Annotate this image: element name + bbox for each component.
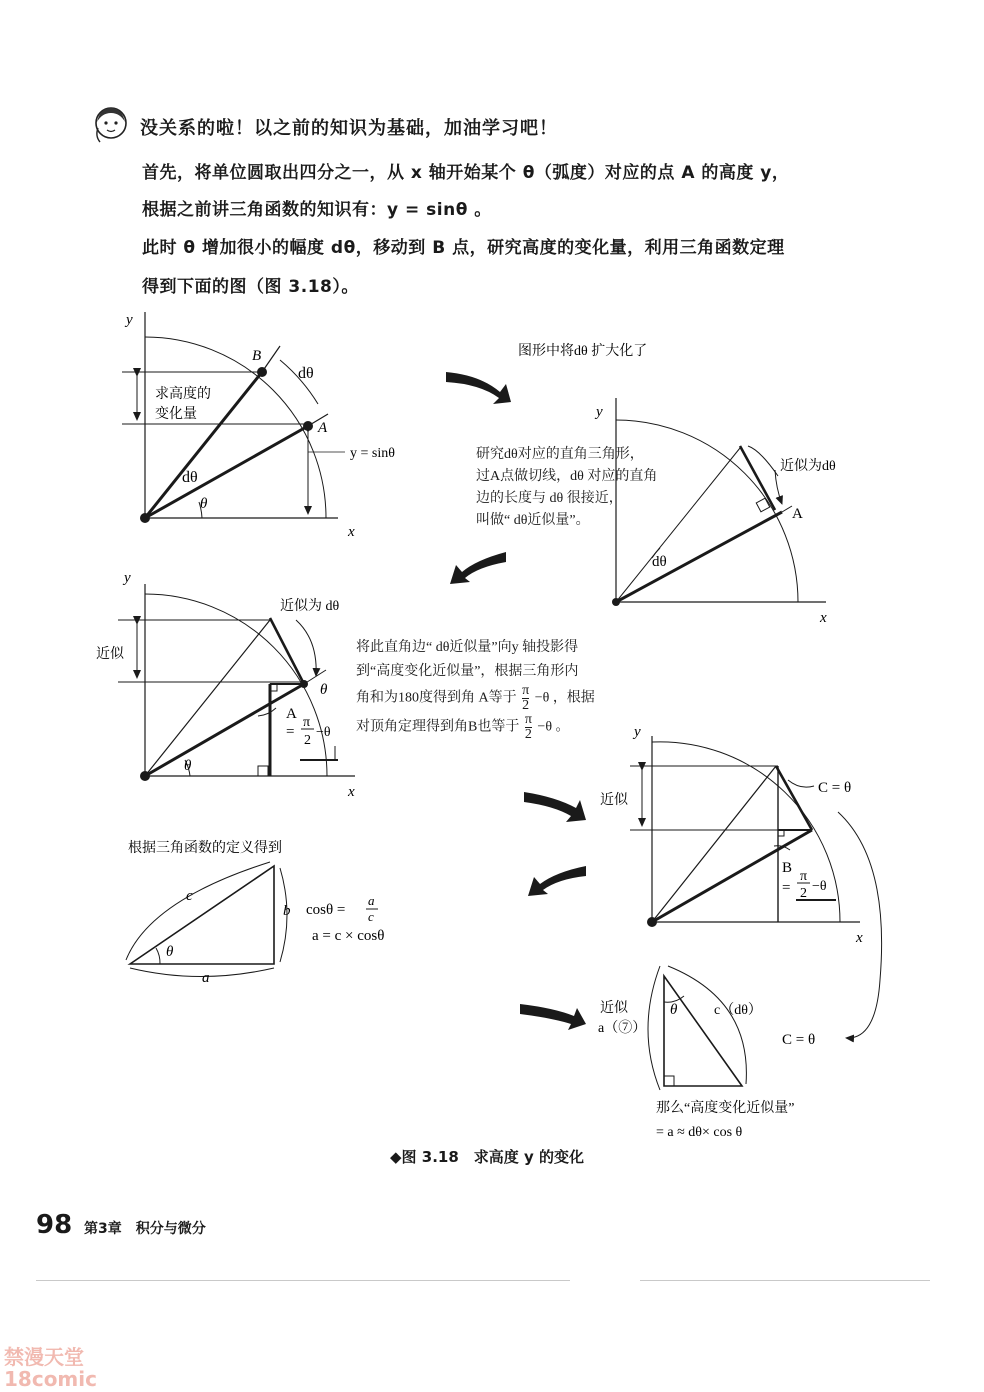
fig5-c-label: c — [186, 888, 193, 904]
fig5-b-label: b — [283, 903, 291, 919]
fig2-note-line: 叫做“ dθ近似量”。 — [476, 513, 590, 528]
fig4-near-label: 近似 — [600, 793, 628, 808]
fig2-y-label: y — [596, 404, 603, 420]
fig6-small-triangle — [648, 966, 746, 1090]
fig1-point-b — [257, 367, 267, 377]
fig2-note-line: 研究dθ对应的直角三角形， — [476, 447, 644, 462]
fig2-title: 图形中将dθ 扩大化了 — [518, 344, 648, 359]
fig3-pi: π — [303, 715, 311, 730]
footer-rule-right — [640, 1280, 930, 1281]
fig6-theta-label: θ — [670, 1002, 678, 1018]
fig3-note-line: 到“高度变化近似量”，根据三角形内 — [356, 664, 579, 679]
fig2-x-label: x — [820, 610, 827, 626]
fig4-b-label: B — [782, 860, 793, 876]
fig2-a-label: A — [792, 506, 803, 522]
fig3-note-two: 2 — [524, 727, 532, 742]
fig1-point-a — [303, 421, 313, 431]
fig5-cos-lhs: cosθ = — [306, 902, 346, 918]
fig4-eq: = — [782, 880, 791, 896]
fig3-note-line — [356, 713, 595, 742]
fig3-note-two: 2 — [522, 698, 530, 713]
fig3-y-label: y — [124, 570, 131, 586]
fig1-height-label-2: 变化量 — [155, 407, 197, 422]
fig6-c-label: c（dθ） — [714, 1003, 762, 1018]
fig3-near-label: 近似 — [96, 647, 124, 662]
fig3-note-minus-theta: −θ — [537, 719, 553, 735]
fig1-a-label: A — [318, 420, 328, 436]
fig3-two: 2 — [304, 733, 311, 748]
fig1-origin — [140, 513, 150, 523]
fig6-result-2: = a ≈ dθ× cos θ — [656, 1125, 743, 1140]
fig4-two: 2 — [800, 886, 807, 901]
watermark — [4, 1346, 97, 1390]
fig3-origin — [140, 771, 150, 781]
figure-caption: ◆图 3.18 求高度 y 的变化 — [390, 1148, 584, 1166]
fig5-title: 根据三角函数的定义得到 — [128, 841, 282, 856]
intro-line: 没关系的啦！以之前的知识为基础，加油学习吧！ — [140, 118, 558, 139]
fig5-theta-label: θ — [166, 944, 174, 960]
fig1-b-label: B — [252, 348, 262, 364]
fig6-angle-c: C = θ — [782, 1032, 816, 1048]
fig2-approx-label: 近似为dθ — [780, 459, 836, 474]
fig3-note-line — [356, 684, 595, 713]
fig4-x-label: x — [856, 930, 863, 946]
fig2-dtheta-label: dθ — [652, 554, 667, 570]
watermark-line-1: 禁漫天堂 — [4, 1345, 84, 1369]
fig3-note — [356, 636, 595, 742]
fig3-note-pi: π — [522, 683, 530, 698]
fig6-a7-label: a（⑦） — [598, 1021, 647, 1036]
fig5-a-label: a — [202, 970, 210, 986]
fig1-dtheta-angle-label: dθ — [182, 469, 198, 486]
fig6-near-label: 近似 — [600, 1001, 628, 1016]
paragraph-3: 此时 θ 增加很小的幅度 dθ，移动到 B 点，研究高度的变化量，利用三角函数定理 — [142, 238, 785, 258]
fig3-note-fraction — [525, 713, 532, 742]
fig3-note-minus-theta: −θ — [534, 690, 550, 706]
fig3-a-label: A — [286, 706, 297, 722]
footer-rule-left — [36, 1280, 570, 1281]
fig5-cos-den: c — [368, 909, 374, 924]
fig3-note-text: ，根据 — [552, 690, 595, 706]
fig3-note-fraction — [522, 684, 529, 713]
fig6-result-1: 那么“高度变化近似量” — [656, 1101, 795, 1116]
fig1-theta-label: θ — [200, 496, 208, 512]
fig3-approx-label: 近似为 dθ — [280, 599, 340, 614]
fig1-y-label: y — [126, 312, 133, 328]
fig3-note-text: 。 — [555, 719, 570, 735]
fig5-right-triangle — [126, 862, 287, 977]
fig4-origin — [647, 917, 657, 927]
fig2-note — [476, 444, 657, 532]
fig1-ysin-label: y = sinθ — [350, 446, 395, 461]
fig1-height-label-1: 求高度的 — [155, 387, 211, 402]
chapter-label: 第3章 积分与微分 — [84, 1221, 206, 1237]
fig4-pi: π — [800, 869, 808, 884]
fig3-theta-bottom: θ — [184, 758, 192, 774]
fig3-x-label: x — [348, 784, 355, 800]
fig5-cos-num: a — [368, 893, 375, 908]
fig3-point-a — [300, 680, 308, 688]
fig1-dtheta-arc-label: dθ — [298, 365, 314, 382]
paragraph-2: 根据之前讲三角函数的知识有：y = sinθ 。 — [142, 200, 492, 220]
fig3-note-pi: π — [524, 712, 532, 727]
fig3-note-line: 将此直角边“ dθ近似量”向y 轴投影得 — [356, 640, 579, 655]
fig2-note-line: 边的长度与 dθ 很接近， — [476, 491, 623, 506]
fig3-eq: = — [286, 724, 295, 740]
fig3-note-text: 对顶角定理得到角B也等于 — [356, 719, 520, 735]
fig2-origin — [612, 598, 620, 606]
fig2-note-line: 过A点做切线，dθ 对应的直角 — [476, 469, 658, 484]
paragraph-1: 首先，将单位圆取出四分之一，从 x 轴开始某个 θ（弧度）对应的点 A 的高度 y， — [142, 163, 790, 183]
fig4-minus-theta: −θ — [812, 879, 827, 894]
paragraph-4: 得到下面的图（图 3.18）。 — [142, 277, 359, 297]
page-number: 98 — [36, 1210, 73, 1240]
watermark-line-2: 18comic — [4, 1367, 97, 1391]
fig5-a-equation: a = c × cosθ — [312, 928, 385, 944]
fig4-y-label: y — [634, 724, 641, 740]
fig3-theta-top: θ — [320, 682, 328, 698]
fig4-c-label: C = θ — [818, 780, 852, 796]
fig3-note-text: 角和为180度得到角 A等于 — [356, 690, 517, 706]
fig1-x-label: x — [348, 524, 355, 540]
fig3-minus-theta: −θ — [316, 725, 331, 740]
